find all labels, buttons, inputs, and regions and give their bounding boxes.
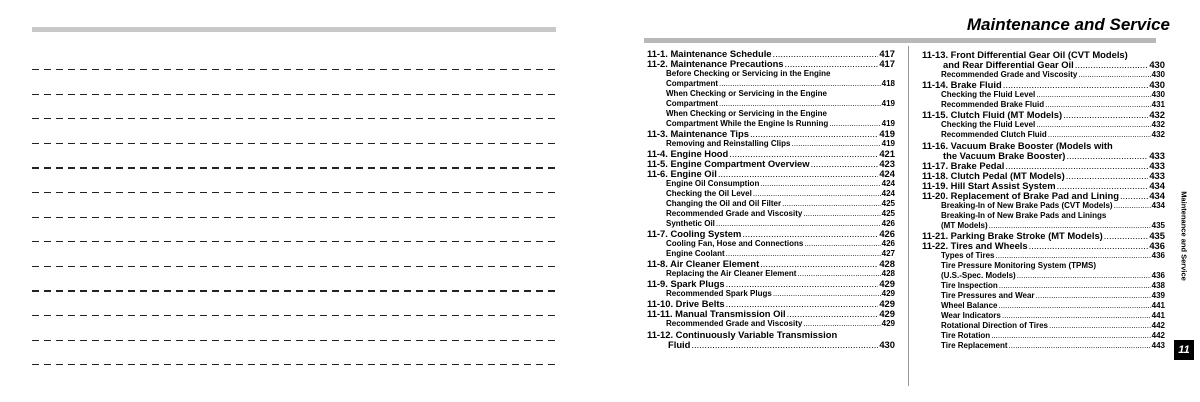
- dot-leader: [797, 269, 880, 279]
- toc-page-number: 439: [1151, 290, 1165, 300]
- toc-entry-title-line: Breaking-In of New Brake Pads and Linings: [941, 211, 1107, 220]
- toc-entry-title: Engine Coolant: [666, 248, 725, 258]
- toc-page-number: 434: [1151, 201, 1165, 210]
- toc-entry-title: the Vacuum Brake Booster): [943, 150, 1066, 161]
- toc-entry-title: Wheel Balance: [941, 300, 998, 310]
- toc-page-number: 419: [881, 118, 895, 128]
- toc-entry-title: Tire Rotation: [941, 330, 991, 340]
- toc-entry[interactable]: [922, 80, 1165, 90]
- toc-page-number: 441: [1151, 300, 1165, 310]
- toc-entry-title: 11-11. Manual Transmission Oil: [647, 307, 786, 319]
- side-tab-label: [1178, 186, 1190, 286]
- toc-entry[interactable]: [922, 191, 1165, 201]
- toc-entry-title: Removing and Reinstalling Clips: [666, 138, 791, 148]
- toc-entry[interactable]: [647, 59, 895, 69]
- toc-entry-title: Fluid: [668, 338, 691, 350]
- note-line: [32, 290, 556, 291]
- toc-entry-title: 11-8. Air Cleaner Element: [647, 257, 760, 269]
- note-line: [32, 192, 556, 193]
- dot-leader: [773, 289, 881, 299]
- toc-entry-title: Tire Replacement: [941, 340, 1008, 350]
- toc-page-number: 429: [881, 318, 895, 328]
- toc-entry-title: 11-21. Parking Brake Stroke (MT Models): [922, 229, 1103, 241]
- dot-leader: [1017, 271, 1151, 281]
- toc-entry-title: Recommended Brake Fluid: [941, 100, 1045, 109]
- toc-subentry[interactable]: [922, 291, 1165, 301]
- toc-entry-title: 11-1. Maintenance Schedule: [647, 48, 772, 59]
- toc-entry-title: Wear Indicators: [941, 310, 1001, 320]
- toc-page-number: 429: [879, 277, 895, 289]
- side-tab-text: Maintenance and Service: [1179, 191, 1189, 281]
- toc-subentry[interactable]: [922, 120, 1165, 130]
- toc-page-number: 433: [1149, 170, 1165, 181]
- toc-page-number: 436: [1149, 239, 1165, 251]
- toc-page-number: 424: [879, 167, 895, 179]
- note-line: [32, 69, 556, 70]
- dot-leader: [803, 209, 880, 219]
- toc-subentry[interactable]: [647, 69, 895, 89]
- toc-page-number: 419: [879, 127, 895, 139]
- toc-entry-title: Breaking-In of New Brake Pads (CVT Models): [941, 201, 1113, 210]
- toc-subentry[interactable]: [647, 319, 895, 329]
- toc-entry[interactable]: [647, 329, 895, 350]
- dot-leader: [719, 99, 881, 109]
- note-line: [32, 315, 556, 316]
- note-line: [32, 167, 556, 168]
- toc-page-number: 430: [1151, 70, 1165, 79]
- toc-page-number: 441: [1151, 310, 1165, 320]
- toc-page: [600, 0, 1200, 402]
- note-line: [32, 340, 556, 341]
- toc-entry-title: 11-10. Drive Belts: [647, 297, 725, 309]
- dot-leader: [1063, 110, 1148, 120]
- toc-entry-title: Recommended Clutch Fluid: [941, 130, 1047, 139]
- toc-subentry[interactable]: [922, 201, 1165, 211]
- toc-page-number: 428: [879, 257, 895, 269]
- toc-page-number: 426: [881, 218, 895, 228]
- toc-page-number: 442: [1151, 320, 1165, 330]
- toc-entry-title: Synthetic Oil: [666, 218, 715, 228]
- toc-entry[interactable]: [647, 279, 895, 289]
- toc-entry[interactable]: [647, 309, 895, 319]
- dot-leader: [803, 319, 880, 329]
- dot-leader: [760, 259, 878, 269]
- dot-leader: [760, 179, 880, 189]
- toc-entry-title: 11-17. Brake Pedal: [922, 160, 1005, 171]
- dot-leader: [1002, 311, 1151, 321]
- toc-page-number: 417: [879, 58, 895, 69]
- toc-entry-title: 11-3. Maintenance Tips: [647, 127, 749, 139]
- dot-leader: [996, 251, 1151, 261]
- dot-leader: [991, 331, 1150, 341]
- toc-entry-title: 11-14. Brake Fluid: [922, 79, 1002, 90]
- note-line: [32, 94, 556, 95]
- dot-leader: [726, 279, 879, 289]
- toc-entry-title: Engine Oil Consumption: [666, 178, 760, 188]
- toc-page-number: 418: [881, 78, 895, 88]
- toc-page-number: 431: [1151, 100, 1165, 109]
- toc-subentry[interactable]: [922, 331, 1165, 341]
- toc-entry-title: 11-6. Engine Oil: [647, 167, 717, 179]
- dot-leader: [1066, 151, 1148, 161]
- toc-entry-title: 11-20. Replacement of Brake Pad and Lining: [922, 190, 1119, 201]
- dot-leader: [1036, 90, 1150, 100]
- toc-page-number: 429: [879, 297, 895, 309]
- toc-entry-title: 11-2. Maintenance Precautions: [647, 58, 784, 69]
- note-line: [32, 143, 556, 144]
- dot-leader: [1003, 80, 1149, 90]
- toc-subentry[interactable]: [647, 239, 895, 249]
- toc-entry-title: 11-7. Cooling System: [647, 227, 742, 239]
- toc-page-number: 433: [1149, 160, 1165, 171]
- dot-leader: [1078, 70, 1150, 80]
- dot-leader: [1066, 171, 1149, 181]
- dot-leader: [1075, 60, 1149, 70]
- toc-page-number: 425: [881, 208, 895, 218]
- toc-subentry[interactable]: [647, 109, 895, 129]
- toc-page-number: 432: [1151, 130, 1165, 139]
- toc-page-number: 432: [1151, 120, 1165, 129]
- dot-leader: [742, 229, 878, 239]
- note-line: [32, 118, 556, 119]
- toc-entry-title: Checking the Fluid Level: [941, 90, 1036, 99]
- toc-entry-title: Checking the Fluid Level: [941, 120, 1036, 129]
- toc-entry-title: Recommended Grade and Viscosity: [666, 208, 803, 218]
- toc-page-number: 419: [881, 98, 895, 108]
- toc-page-number: 442: [1151, 330, 1165, 340]
- toc-subentry[interactable]: [922, 341, 1165, 351]
- toc-entry-title: Compartment: [666, 78, 719, 88]
- toc-entry-title-line: When Checking or Servicing in the Engine: [666, 108, 827, 118]
- chapter-tab[interactable]: 11: [1174, 340, 1194, 360]
- toc-entry[interactable]: [922, 110, 1165, 120]
- toc-entry-title: Tire Pressures and Wear: [941, 290, 1035, 300]
- toc-column-1: [647, 49, 895, 350]
- toc-entry-title-line: 11-12. Continuously Variable Transmission: [647, 328, 838, 340]
- toc-page-number: 436: [1151, 270, 1165, 280]
- section-title: Maintenance and Service: [966, 15, 1170, 34]
- toc-subentry[interactable]: [922, 261, 1165, 281]
- toc-page-number: 435: [1151, 220, 1165, 230]
- toc-entry-title: Types of Tires: [941, 250, 995, 260]
- dot-leader: [1114, 201, 1151, 211]
- toc-page-number: 430: [879, 338, 895, 350]
- note-line: [32, 217, 556, 218]
- toc-subentry[interactable]: [922, 281, 1165, 291]
- toc-column-2: [922, 49, 1165, 351]
- dot-leader: [753, 189, 881, 199]
- toc-subentry[interactable]: [922, 301, 1165, 311]
- toc-entry-title: 11-9. Spark Plugs: [647, 277, 725, 289]
- toc-entry-title: Checking the Oil Level: [666, 188, 752, 198]
- toc-entry-title: 11-19. Hill Start Assist System: [922, 180, 1056, 191]
- toc-entry-title: (MT Models): [941, 220, 988, 230]
- toc-entry-title: Recommended Grade and Viscosity: [666, 318, 803, 328]
- toc-subentry[interactable]: [922, 90, 1165, 100]
- column-divider: [908, 46, 909, 386]
- toc-entry-title-line: Before Checking or Servicing in the Engine: [666, 69, 831, 78]
- toc-page-number: 424: [881, 178, 895, 188]
- toc-page-number: 435: [1149, 229, 1165, 241]
- toc-page-number: 429: [881, 288, 895, 298]
- toc-entry[interactable]: [922, 140, 1165, 161]
- toc-page-number: 417: [879, 48, 895, 59]
- toc-page-number: 434: [1149, 190, 1165, 201]
- toc-entry[interactable]: [647, 229, 895, 239]
- toc-entry[interactable]: [922, 241, 1165, 251]
- dot-leader: [782, 199, 881, 209]
- note-line: [32, 364, 556, 365]
- header-rule: [32, 27, 556, 32]
- toc-subentry[interactable]: [647, 189, 895, 199]
- toc-page-number: 434: [1149, 180, 1165, 191]
- header-rule: [644, 38, 1156, 43]
- dot-leader: [1120, 191, 1148, 201]
- toc-subentry[interactable]: [922, 311, 1165, 321]
- toc-page-number: 430: [1151, 90, 1165, 99]
- toc-entry-title: 11-22. Tires and Wheels: [922, 239, 1028, 251]
- note-line: [32, 266, 556, 267]
- toc-page-number: 430: [1149, 59, 1165, 70]
- toc-entry-title-line: 11-13. Front Differential Gear Oil (CVT Models): [922, 49, 1128, 60]
- toc-entry-title: Compartment While the Engine Is Running: [666, 118, 829, 128]
- toc-entry-title: Tire Inspection: [941, 280, 998, 290]
- toc-page-number: 424: [881, 188, 895, 198]
- toc-entry-title: and Rear Differential Gear Oil: [943, 59, 1074, 70]
- dot-leader: [811, 159, 879, 169]
- dot-leader: [998, 301, 1150, 311]
- dot-leader: [787, 309, 879, 319]
- toc-page-number: 421: [879, 147, 895, 159]
- dot-leader: [791, 139, 880, 149]
- toc-entry-title: Recommended Grade and Viscosity: [941, 70, 1078, 79]
- toc-page-number: 432: [1149, 109, 1165, 120]
- dot-leader: [1009, 341, 1151, 351]
- toc-entry-title: (U.S.-Spec. Models): [941, 270, 1016, 280]
- dot-leader: [1104, 231, 1149, 241]
- toc-entry[interactable]: [922, 49, 1165, 70]
- toc-page-number: 426: [879, 227, 895, 239]
- toc-subentry[interactable]: [922, 321, 1165, 331]
- toc-page-number: 429: [879, 307, 895, 319]
- toc-page-number: 427: [881, 248, 895, 258]
- toc-subentry[interactable]: [922, 251, 1165, 261]
- toc-subentry[interactable]: [647, 199, 895, 209]
- toc-subentry[interactable]: [922, 130, 1165, 140]
- dot-leader: [1049, 321, 1151, 331]
- toc-entry-title: 11-4. Engine Hood: [647, 147, 729, 159]
- toc-entry-title-line: When Checking or Servicing in the Engine: [666, 88, 827, 98]
- toc-entry-title: Changing the Oil and Oil Filter: [666, 198, 782, 208]
- toc-entry-title: Replacing the Air Cleaner Element: [666, 268, 797, 278]
- dot-leader: [719, 79, 881, 89]
- dot-leader: [1036, 291, 1151, 301]
- toc-subentry[interactable]: [647, 89, 895, 109]
- dot-leader: [829, 119, 880, 129]
- dot-leader: [718, 169, 879, 179]
- dot-leader: [1029, 241, 1149, 251]
- toc-entry-title: 11-5. Engine Compartment Overview: [647, 157, 810, 169]
- toc-subentry[interactable]: [647, 209, 895, 219]
- note-line: [32, 241, 556, 242]
- toc-entry-title: 11-15. Clutch Fluid (MT Models): [922, 109, 1063, 120]
- dot-leader: [999, 281, 1151, 291]
- toc-entry-title: 11-18. Clutch Pedal (MT Models): [922, 170, 1065, 181]
- toc-page-number: 426: [881, 238, 895, 248]
- toc-page-number: 433: [1149, 150, 1165, 161]
- dot-leader: [785, 59, 879, 69]
- toc-entry-title: Cooling Fan, Hose and Connections: [666, 238, 804, 248]
- toc-page-number: 425: [881, 198, 895, 208]
- toc-subentry[interactable]: [647, 179, 895, 189]
- dot-leader: [773, 49, 879, 59]
- dot-leader: [804, 239, 880, 249]
- toc-entry-title-line: Tire Pressure Monitoring System (TPMS): [941, 260, 1096, 270]
- dot-leader: [750, 129, 878, 139]
- toc-entry-title-line: 11-16. Vacuum Brake Booster (Models with: [922, 140, 1113, 151]
- dot-leader: [1036, 120, 1150, 130]
- toc-page-number: 438: [1151, 280, 1165, 290]
- toc-subentry[interactable]: [922, 211, 1165, 231]
- toc-entry[interactable]: [647, 169, 895, 179]
- toc-entry-title: Compartment: [666, 98, 719, 108]
- toc-page-number: 430: [1149, 79, 1165, 90]
- toc-entry[interactable]: [647, 129, 895, 139]
- toc-entry-title: Rotational Direction of Tires: [941, 320, 1048, 330]
- dot-leader: [691, 340, 878, 350]
- dot-leader: [1048, 130, 1151, 140]
- toc-page-number: 443: [1151, 340, 1165, 350]
- toc-page-number: 419: [881, 138, 895, 148]
- toc-entry[interactable]: [647, 259, 895, 269]
- toc-page-number: 423: [879, 157, 895, 169]
- toc-entry-title: Recommended Spark Plugs: [666, 288, 772, 298]
- toc-page-number: 436: [1151, 250, 1165, 260]
- toc-page-number: 428: [881, 268, 895, 278]
